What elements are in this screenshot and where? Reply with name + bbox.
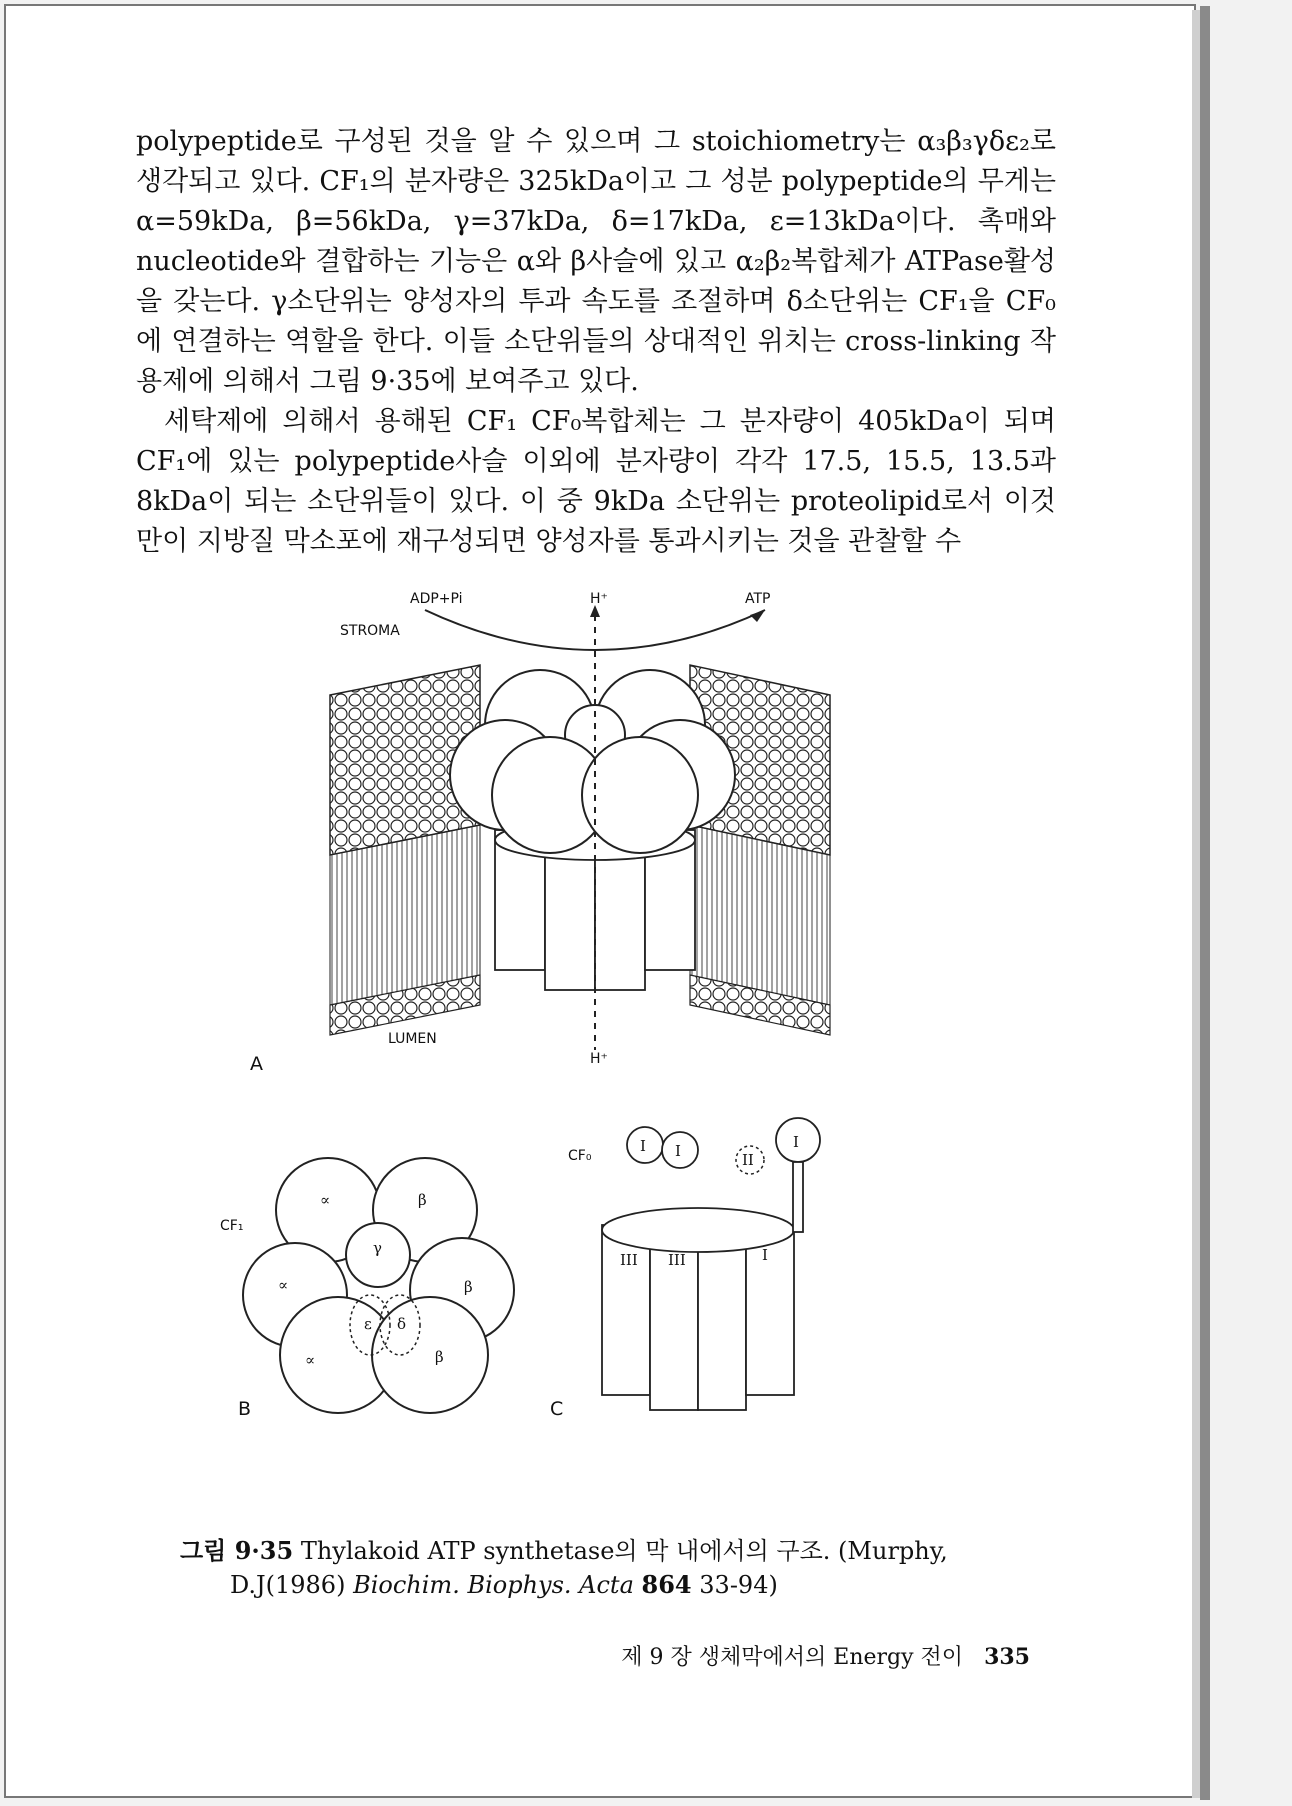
alpha-label-1: ∝: [320, 1191, 331, 1209]
panel-a-letter: A: [250, 1053, 263, 1075]
sub-three-label-1: III: [620, 1251, 638, 1269]
panel-b-letter: B: [238, 1398, 252, 1420]
h-bottom-label: H⁺: [590, 1051, 608, 1067]
gamma-label: γ: [373, 1239, 382, 1257]
paragraph-2: 세탁제에 의해서 용해된 CF₁ CF₀복합체는 그 분자량이 405kDa이 되며 CF₁에 있는 polypeptide사슬 이외에 분자량이 각각 17.5, 15.5, 13.5과 8kDa이 되는 소단위들이 있다. 이 중 9kDa 소단위는 proteolipid로서 이것만이 지방질 막소포에 재구성되면 양성자를 통과시키는 것을 관찰할 수: [136, 406, 1056, 557]
page-shadow: [1200, 6, 1210, 1800]
footer-page-number: 335: [984, 1644, 1030, 1670]
figure-caption: [180, 1534, 1060, 1602]
alpha-label-3: ∝: [305, 1351, 316, 1369]
sub-one-label-1: I: [640, 1137, 646, 1155]
alpha-label-2: ∝: [278, 1276, 289, 1294]
sub-one-label-2: I: [675, 1142, 681, 1160]
panel-a-diagram: [330, 605, 830, 1050]
paragraph-1: polypeptide로 구성된 것을 알 수 있으며 그 stoichiometry는 α₃β₃γδε₂로 생각되고 있다. CF₁의 분자량은 325kDa이고 그 성분 polypeptide의 무게는 α=59kDa, β=56kDa, γ=37kDa, δ=17kDa, ε=13kDa이다. 촉매와 nucleotide와 결합하는 기능은 α와 β사슬에 있고 α₂β₂복합체가 ATPase활성을 갖는다. γ소단위는 양성자의 투과 속도를 조절하며 δ소단위는 CF₁을 CF₀에 연결하는 역할을 한다. 이들 소단위들의 상대적인 위치는 cross-linking 작용제에 의해서 그림 9·35에 보여주고 있다.: [136, 126, 1056, 397]
caption-ref-1: (Murphy,: [838, 1537, 948, 1565]
caption-ref-2: D.J(1986): [230, 1571, 346, 1599]
caption-label: 그림 9·35: [180, 1536, 294, 1565]
epsilon-label: ε: [364, 1315, 372, 1333]
caption-title: Thylakoid ATP synthetase의 막 내에서의 구조.: [300, 1537, 831, 1565]
adp-label: ADP+Pi: [410, 591, 463, 607]
sub-two-label: II: [742, 1151, 754, 1169]
stroma-label: STROMA: [340, 623, 400, 639]
caption-pages: 33-94): [699, 1571, 778, 1599]
sub-one-label-4: I: [762, 1246, 768, 1264]
sub-one-label-3: I: [793, 1133, 799, 1151]
beta-label-1: β: [418, 1191, 427, 1209]
atp-label: ATP: [745, 591, 771, 607]
caption-volume: 864: [641, 1570, 692, 1599]
delta-label: δ: [397, 1315, 407, 1333]
sub-three-label-2: III: [668, 1251, 686, 1269]
footer-chapter: 제 9 장: [621, 1645, 692, 1670]
cf1-label: CF₁: [220, 1218, 244, 1234]
cf0-label: CF₀: [568, 1148, 592, 1164]
footer-chapter-title: 생체막에서의 Energy 전이: [698, 1645, 964, 1670]
page-footer: [610, 1640, 1030, 1671]
body-text: [136, 122, 1056, 562]
caption-journal: Biochim. Biophys. Acta: [353, 1571, 634, 1599]
panel-c-letter: C: [550, 1398, 564, 1420]
h-top-label: H⁺: [590, 591, 608, 607]
lumen-label: LUMEN: [388, 1031, 437, 1047]
beta-label-2: β: [464, 1278, 473, 1296]
beta-label-3: β: [435, 1348, 444, 1366]
figure-9-35: [220, 591, 910, 1545]
